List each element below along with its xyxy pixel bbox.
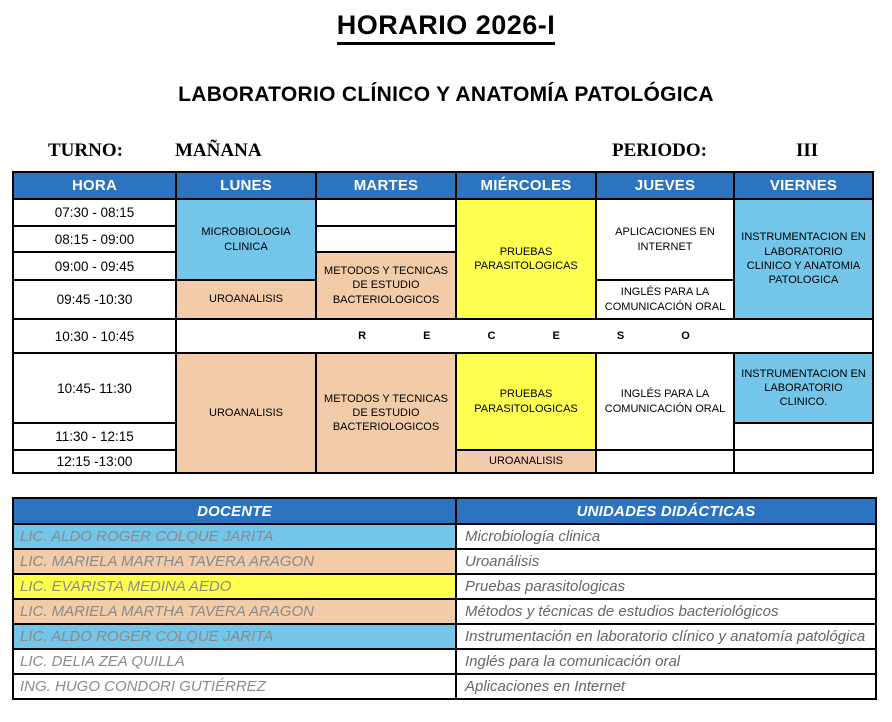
teacher-name: LIC. ALDO ROGER COLQUE JARITA: [13, 624, 456, 649]
teacher-unit: Inglés para la comunicación oral: [456, 649, 876, 674]
teacher-row: [13, 549, 876, 574]
meta-row: [0, 140, 892, 168]
schedule-header-row: [13, 172, 873, 199]
day-header-lunes: LUNES: [176, 172, 316, 199]
cell-pruebas-parasitologicas-am: PRUEBAS PARASITOLOGICAS: [456, 199, 596, 319]
day-header-miercoles: MIÉRCOLES: [456, 172, 596, 199]
teacher-row: [13, 674, 876, 699]
teachers-header-docente: DOCENTE: [13, 498, 456, 524]
day-header-martes: MARTES: [316, 172, 456, 199]
page-title-text: HORARIO 2026-I: [337, 10, 556, 45]
cell-empty-martes-2: [316, 226, 456, 252]
page-subtitle: LABORATORIO CLÍNICO Y ANATOMÍA PATOLÓGICA: [178, 83, 714, 106]
teacher-row: [13, 624, 876, 649]
teacher-unit: Instrumentación en laboratorio clínico y anatomía patológica: [456, 624, 876, 649]
teacher-row: [13, 524, 876, 549]
cell-microbiologia-clinica: MICROBIOLOGIA CLINICA: [176, 199, 316, 280]
teacher-name: LIC. DELIA ZEA QUILLA: [13, 649, 456, 674]
time-cell-1: 07:30 - 08:15: [13, 199, 176, 226]
cell-aplicaciones-internet: APLICACIONES EN INTERNET: [596, 199, 734, 280]
time-cell-3: 09:00 - 09:45: [13, 252, 176, 280]
cell-empty-martes-1: [316, 199, 456, 226]
teachers-table: [12, 497, 877, 700]
cell-metodos-am: METODOS Y TECNICAS DE ESTUDIO BACTERIOLOGICOS: [316, 252, 456, 319]
time-cell-6: 10:45- 11:30: [13, 353, 176, 423]
turno-value: MAÑANA: [175, 140, 262, 161]
time-cell-8: 12:15 -13:00: [13, 450, 176, 473]
teacher-unit: Microbiología clinica: [456, 524, 876, 549]
periodo-value: III: [796, 140, 819, 161]
cell-uroanalisis-am-lunes: UROANALISIS: [176, 280, 316, 319]
periodo-label: PERIODO:: [612, 140, 707, 161]
cell-instrumentacion-am: INSTRUMENTACION EN LABORATORIO CLINICO Y ANATOMIA PATOLOGICA: [734, 199, 873, 319]
cell-metodos-pm: METODOS Y TECNICAS DE ESTUDIO BACTERIOLOGICOS: [316, 353, 456, 473]
cell-receso: R E C E S O: [176, 319, 873, 353]
teacher-row: [13, 599, 876, 624]
schedule-table: [12, 171, 874, 474]
teacher-row: [13, 649, 876, 674]
turno-label: TURNO:: [48, 140, 123, 161]
cell-empty-jueves-8: [596, 450, 734, 473]
teacher-unit: Pruebas parasitologicas: [456, 574, 876, 599]
day-header-hora: HORA: [13, 172, 176, 199]
cell-uroanalisis-pm-lunes: UROANALISIS: [176, 353, 316, 473]
teacher-unit: Métodos y técnicas de estudios bacteriológicos: [456, 599, 876, 624]
teacher-row: [13, 574, 876, 599]
time-cell-2: 08:15 - 09:00: [13, 226, 176, 252]
cell-instrumentacion-pm: INSTRUMENTACION EN LABORATORIO CLINICO.: [734, 353, 873, 423]
page-title: [0, 10, 892, 41]
cell-ingles-pm: INGLÉS PARA LA COMUNICACIÓN ORAL: [596, 353, 734, 450]
cell-ingles-am: INGLÉS PARA LA COMUNICACIÓN ORAL: [596, 280, 734, 319]
day-header-jueves: JUEVES: [596, 172, 734, 199]
time-cell-5: 10:30 - 10:45: [13, 319, 176, 353]
teacher-name: LIC. EVARISTA MEDINA AEDO: [13, 574, 456, 599]
teacher-unit: Aplicaciones en Internet: [456, 674, 876, 699]
teachers-header-row: [13, 498, 876, 524]
teacher-name: LIC. ALDO ROGER COLQUE JARITA: [13, 524, 456, 549]
time-cell-4: 09:45 -10:30: [13, 280, 176, 319]
teacher-name: ING. HUGO CONDORI GUTIÉRREZ: [13, 674, 456, 699]
time-cell-7: 11:30 - 12:15: [13, 423, 176, 450]
teacher-name: LIC. MARIELA MARTHA TAVERA ARAGON: [13, 599, 456, 624]
schedule-row-receso: [13, 319, 873, 353]
cell-pruebas-parasitologicas-pm: PRUEBAS PARASITOLOGICAS: [456, 353, 596, 450]
cell-empty-viernes-7: [734, 423, 873, 450]
schedule-row-6: [13, 353, 873, 423]
cell-uroanalisis-pm-miercoles: UROANALISIS: [456, 450, 596, 473]
teacher-unit: Uroanálisis: [456, 549, 876, 574]
teacher-name: LIC. MARIELA MARTHA TAVERA ARAGON: [13, 549, 456, 574]
day-header-viernes: VIERNES: [734, 172, 873, 199]
schedule-row-1: [13, 199, 873, 226]
teachers-header-unidades: UNIDADES DIDÁCTICAS: [456, 498, 876, 524]
cell-empty-viernes-8: [734, 450, 873, 473]
